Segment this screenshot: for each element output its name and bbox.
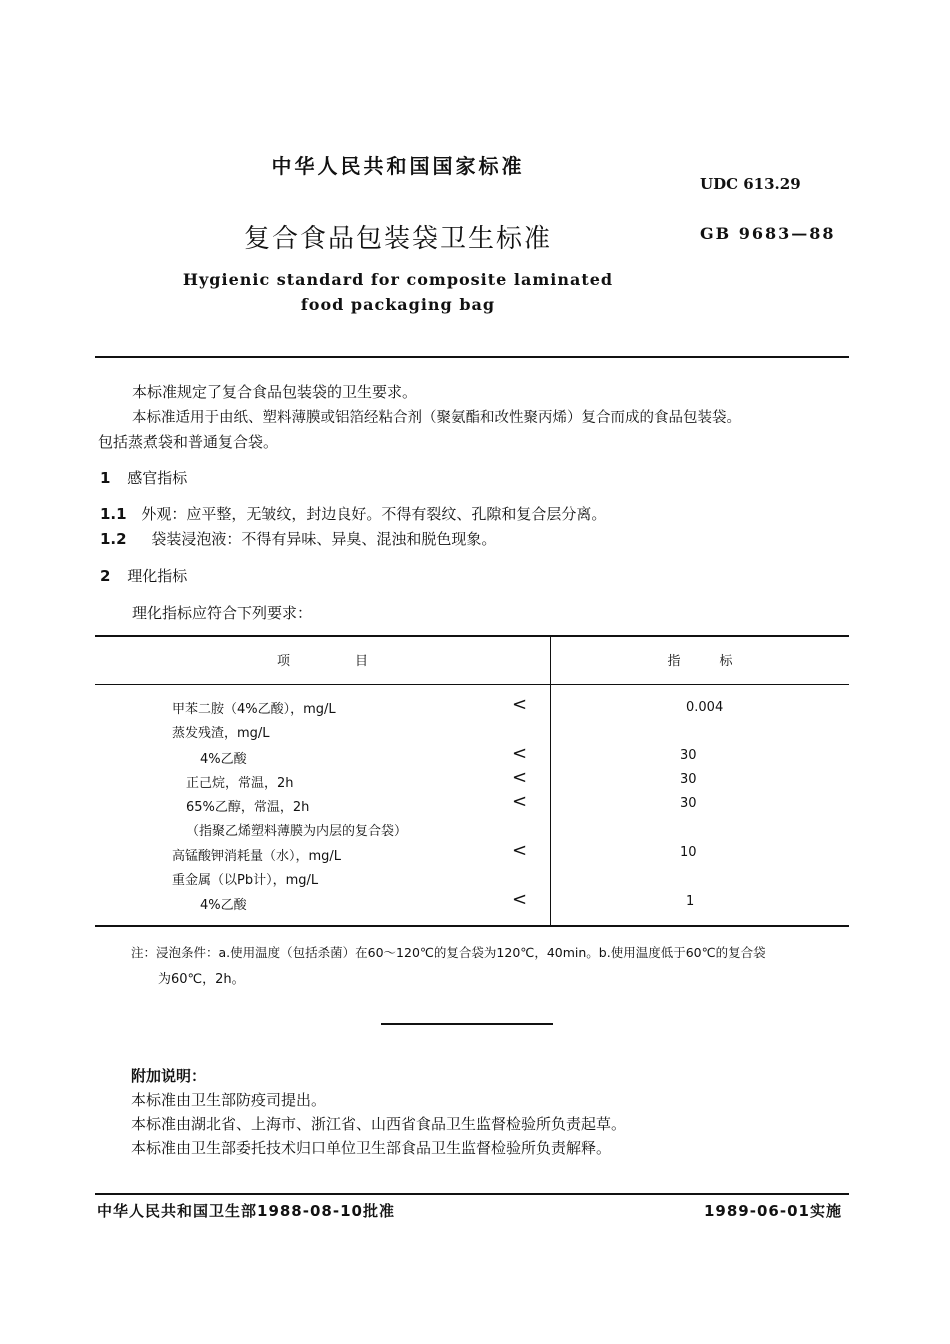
item-number: 1.1 <box>100 505 127 523</box>
appendix-heading: 附加说明： <box>131 1067 207 1085</box>
appendix-line: 本标准由卫生部委托技术归口单位卫生部食品卫生监督检验所负责解释。 <box>131 1139 612 1157</box>
section-1-item-1 <box>100 503 606 524</box>
less-than-symbol: < <box>512 840 528 861</box>
less-than-symbol: < <box>512 889 528 910</box>
item-text: 外观：应平整，无皱纹，封边良好。不得有裂纹、孔隙和复合层分离。 <box>141 505 607 523</box>
table-note-line-1: 注：浸泡条件：a.使用温度（包括杀菌）在60～120℃的复合袋为120℃，40min。b.使用温度低于60℃的复合袋 <box>131 945 766 960</box>
section-title: 感官指标 <box>127 469 188 487</box>
item-text: 袋装浸泡液：不得有异味、异臭、混浊和脱色现象。 <box>151 530 497 548</box>
table-row-value: 30 <box>680 772 697 787</box>
table-column-divider <box>550 636 551 926</box>
table-row-label: 蒸发残渣，mg/L <box>172 726 270 741</box>
gb-code: GB 9683—88 <box>700 224 836 243</box>
header-divider <box>95 356 849 358</box>
national-standard-label: 中华人民共和国国家标准 <box>271 154 525 178</box>
section-2-intro: 理化指标应符合下列要求： <box>132 604 313 622</box>
appendix-line: 本标准由湖北省、上海市、浙江省、山西省食品卫生监督检验所负责起草。 <box>131 1115 627 1133</box>
table-row-label: 高锰酸钾消耗量（水），mg/L <box>172 849 342 864</box>
section-1-heading <box>100 467 187 488</box>
section-1-item-2 <box>100 528 496 549</box>
less-than-symbol: < <box>512 767 528 788</box>
table-row-label: 4%乙酸 <box>200 752 247 767</box>
section-title: 理化指标 <box>127 567 188 585</box>
table-row-value: 10 <box>680 845 697 860</box>
table-row-label: （指聚乙烯塑料薄膜为内层的复合袋） <box>186 824 408 839</box>
effective-date: 1989-06-01实施 <box>704 1202 842 1220</box>
section-number: 1 <box>100 469 111 487</box>
table-header-value: 指 标 <box>667 654 733 669</box>
section-2-heading <box>100 565 187 586</box>
table-row-value: 30 <box>680 748 697 763</box>
table-note-line-2: 为60℃，2h。 <box>158 972 245 987</box>
less-than-symbol: < <box>512 791 528 812</box>
table-row-label: 重金属（以Pb计），mg/L <box>172 873 319 888</box>
table-row-label: 正己烷，常温，2h <box>186 776 294 791</box>
appendix-line: 本标准由卫生部防疫司提出。 <box>131 1091 327 1109</box>
item-number: 1.2 <box>100 530 127 548</box>
document-title-en-line2: food packaging bag <box>300 295 496 314</box>
intro-paragraph-2-cont: 包括蒸煮袋和普通复合袋。 <box>98 433 279 451</box>
less-than-symbol: < <box>512 743 528 764</box>
footer-divider <box>95 1193 849 1195</box>
table-row-value: 1 <box>686 894 695 909</box>
section-number: 2 <box>100 567 111 585</box>
table-top-rule <box>95 635 849 637</box>
table-row-label: 4%乙酸 <box>200 898 247 913</box>
table-row-label: 65%乙醇，常温，2h <box>186 800 310 815</box>
table-header-rule <box>95 684 849 685</box>
table-row-value: 0.004 <box>686 700 724 715</box>
udc-code: UDC 613.29 <box>700 175 801 193</box>
table-row-value: 30 <box>680 796 697 811</box>
approval-date: 中华人民共和国卫生部1988-08-10批准 <box>97 1202 395 1220</box>
section-end-divider <box>381 1023 553 1025</box>
intro-paragraph-1: 本标准规定了复合食品包装袋的卫生要求。 <box>132 383 418 401</box>
less-than-symbol: < <box>512 694 528 715</box>
document-title-cn: 复合食品包装袋卫生标准 <box>243 224 552 254</box>
intro-paragraph-2: 本标准适用于由纸、塑料薄膜或铝箔经粘合剂（聚氨酯和改性聚丙烯）复合而成的食品包装袋。 <box>132 410 741 426</box>
document-title-en-line1: Hygienic standard for composite laminated <box>182 270 614 289</box>
table-header-item: 项 目 <box>276 654 368 669</box>
table-bottom-rule <box>95 925 849 927</box>
table-row-label: 甲苯二胺（4%乙酸），mg/L <box>172 702 336 717</box>
